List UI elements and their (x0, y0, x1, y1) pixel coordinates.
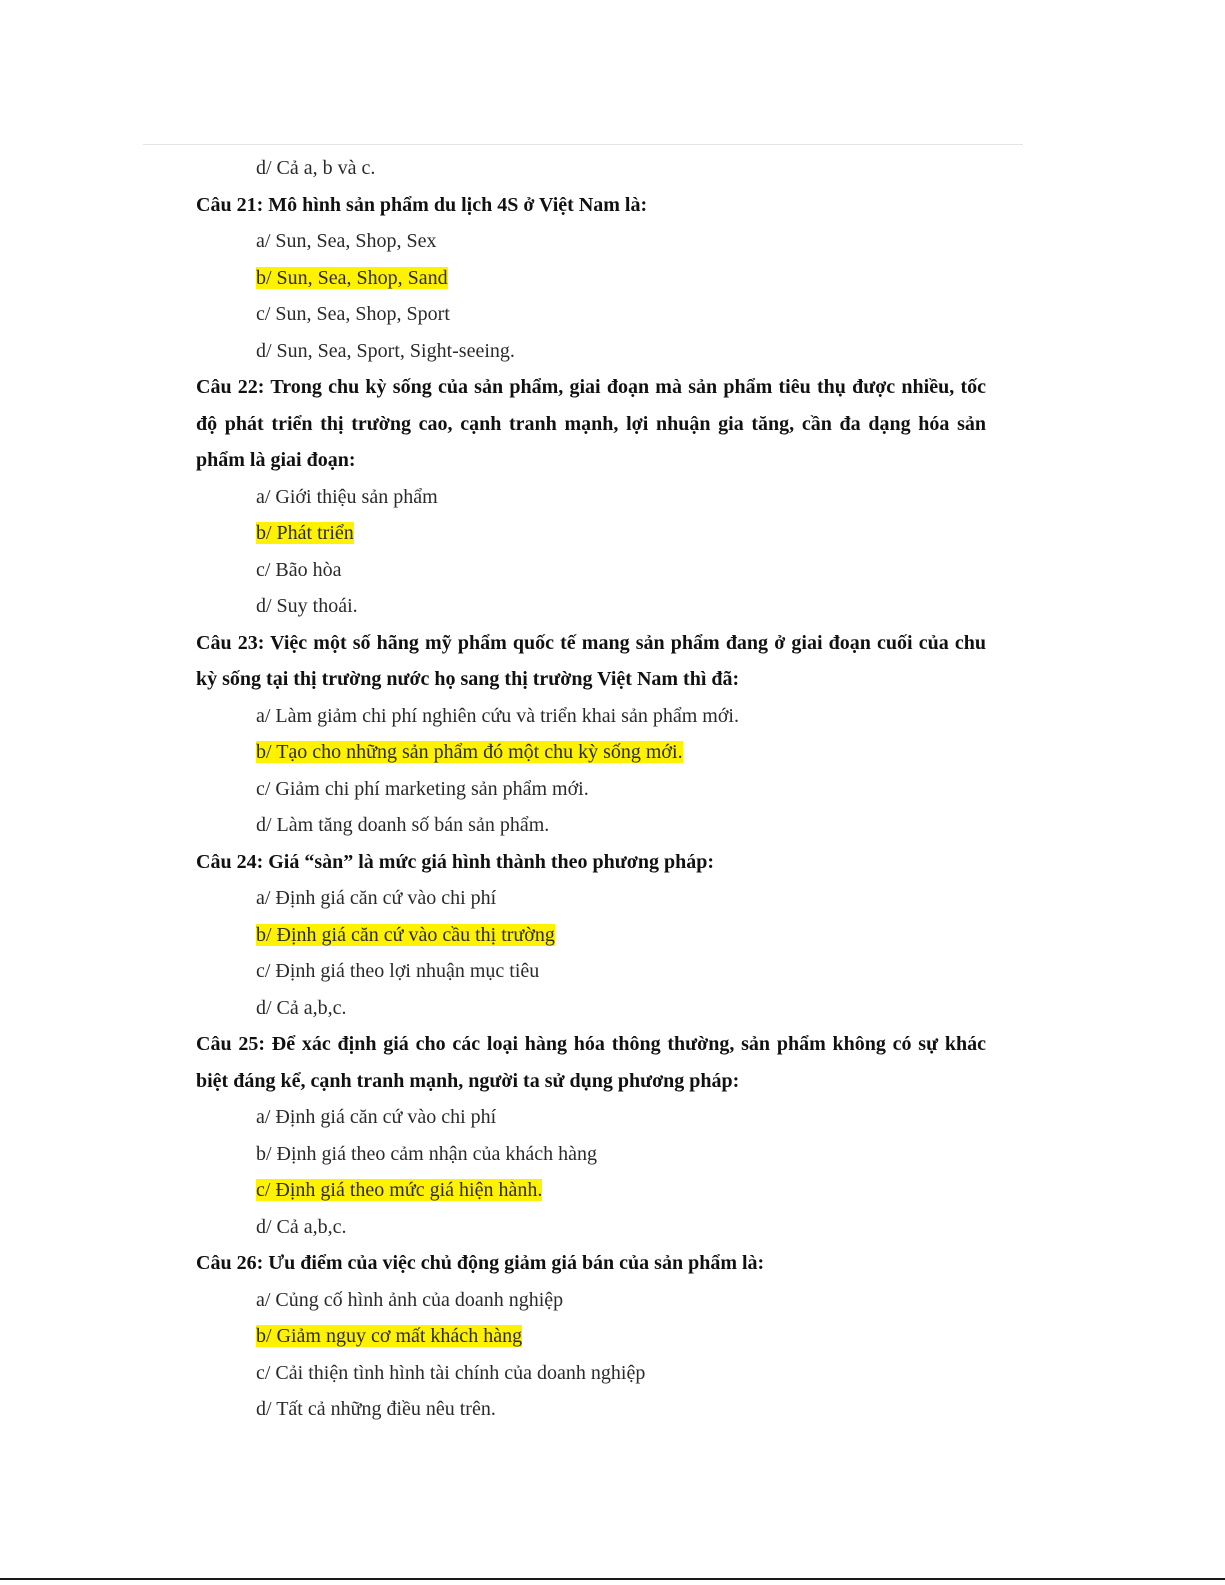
answer-option (196, 479, 986, 516)
option-text: d/ Tất cả những điều nêu trên. (256, 1398, 496, 1420)
option-text: c/ Bão hòa (256, 558, 342, 581)
answer-option (196, 1172, 986, 1209)
answer-option (196, 260, 986, 297)
option-text: c/ Cải thiện tình hình tài chính của doanh nghiệp (256, 1361, 646, 1384)
answer-option (196, 990, 986, 1027)
page-top-divider (143, 144, 1023, 145)
option-text: d/ Cả a,b,c. (256, 1215, 347, 1238)
answer-option (196, 1318, 986, 1355)
answer-option (196, 588, 986, 625)
option-text: a/ Giới thiệu sản phẩm (256, 485, 438, 508)
answer-option (196, 771, 986, 808)
option-text: d/ Làm tăng doanh số bán sản phẩm. (256, 814, 550, 836)
answer-option (196, 1209, 986, 1246)
answer-option (196, 552, 986, 589)
question-block (196, 369, 986, 625)
option-text: a/ Làm giảm chi phí nghiên cứu và triển khai sản phẩm mới. (256, 704, 739, 727)
question-title: Câu 25: Để xác định giá cho các loại hàng hóa thông thường, sản phẩm không có sự khác biệt đáng kể, cạnh tranh mạnh, người ta sử dụng phương pháp: (196, 1033, 986, 1092)
question-block (196, 1245, 986, 1428)
answer-option (196, 1282, 986, 1319)
question-block (196, 844, 986, 1027)
option-text: a/ Sun, Sea, Shop, Sex (256, 230, 437, 252)
option-text: a/ Định giá căn cứ vào chi phí (256, 887, 497, 909)
answer-option (196, 807, 986, 844)
option-text: b/ Định giá theo cảm nhận của khách hàng (256, 1142, 597, 1165)
highlighted-answer: b/ Sun, Sea, Shop, Sand (256, 266, 448, 289)
question-title: Câu 22: Trong chu kỳ sống của sản phẩm, giai đoạn mà sản phẩm tiêu thụ được nhiều, tốc độ phát triển thị trường cao, cạnh tranh mạnh, lợi nhuận gia tăng, cần đa dạng hóa sản phẩm là giai đoạn: (196, 376, 986, 471)
highlighted-answer: b/ Giảm nguy cơ mất khách hàng (256, 1325, 523, 1347)
answer-option (196, 223, 986, 260)
answer-option (196, 698, 986, 735)
answer-option (196, 1355, 986, 1392)
option-text: c/ Sun, Sea, Shop, Sport (256, 303, 450, 325)
option-text: a/ Củng cố hình ảnh của doanh nghiệp (256, 1288, 564, 1311)
answer-option (196, 734, 986, 771)
answer-option (196, 1136, 986, 1173)
question-title: Câu 23: Việc một số hãng mỹ phẩm quốc tế mang sản phẩm đang ở giai đoạn cuối của chu kỳ sống tại thị trường nước họ sang thị trường Việt Nam thì đã: (196, 631, 986, 690)
answer-option (196, 1099, 986, 1136)
answer-option (196, 953, 986, 990)
option-text: c/ Định giá theo lợi nhuận mục tiêu (256, 960, 540, 982)
page-bottom-border (0, 1578, 1225, 1580)
highlighted-answer: b/ Định giá căn cứ vào cầu thị trường (256, 923, 555, 946)
option-text: d/ Suy thoái. (256, 595, 358, 617)
highlighted-answer: c/ Định giá theo mức giá hiện hành. (256, 1179, 543, 1201)
answer-option (196, 917, 986, 954)
question-title: Câu 21: Mô hình sản phẩm du lịch 4S ở Việt Nam là: (196, 193, 648, 216)
answer-option (196, 333, 986, 370)
option-text: a/ Định giá căn cứ vào chi phí (256, 1106, 497, 1128)
question-block (196, 625, 986, 844)
lead-option (196, 150, 986, 187)
option-text: d/ Sun, Sea, Sport, Sight-seeing. (256, 339, 515, 362)
question-block (196, 1026, 986, 1245)
answer-option (196, 296, 986, 333)
option-text: d/ Cả a, b và c. (256, 157, 376, 179)
option-text: c/ Giảm chi phí marketing sản phẩm mới. (256, 777, 589, 800)
highlighted-answer: b/ Phát triển (256, 522, 354, 544)
highlighted-answer: b/ Tạo cho những sản phẩm đó một chu kỳ sống mới. (256, 741, 683, 763)
answer-option (196, 880, 986, 917)
answer-option (196, 515, 986, 552)
quiz-content (196, 150, 986, 1428)
option-text: d/ Cả a,b,c. (256, 996, 347, 1019)
question-block (196, 187, 986, 370)
question-title: Câu 24: Giá “sàn” là mức giá hình thành theo phương pháp: (196, 850, 714, 873)
question-list (196, 187, 986, 1428)
question-title: Câu 26: Ưu điểm của việc chủ động giảm giá bán của sản phẩm là: (196, 1252, 765, 1274)
answer-option (196, 1391, 986, 1428)
